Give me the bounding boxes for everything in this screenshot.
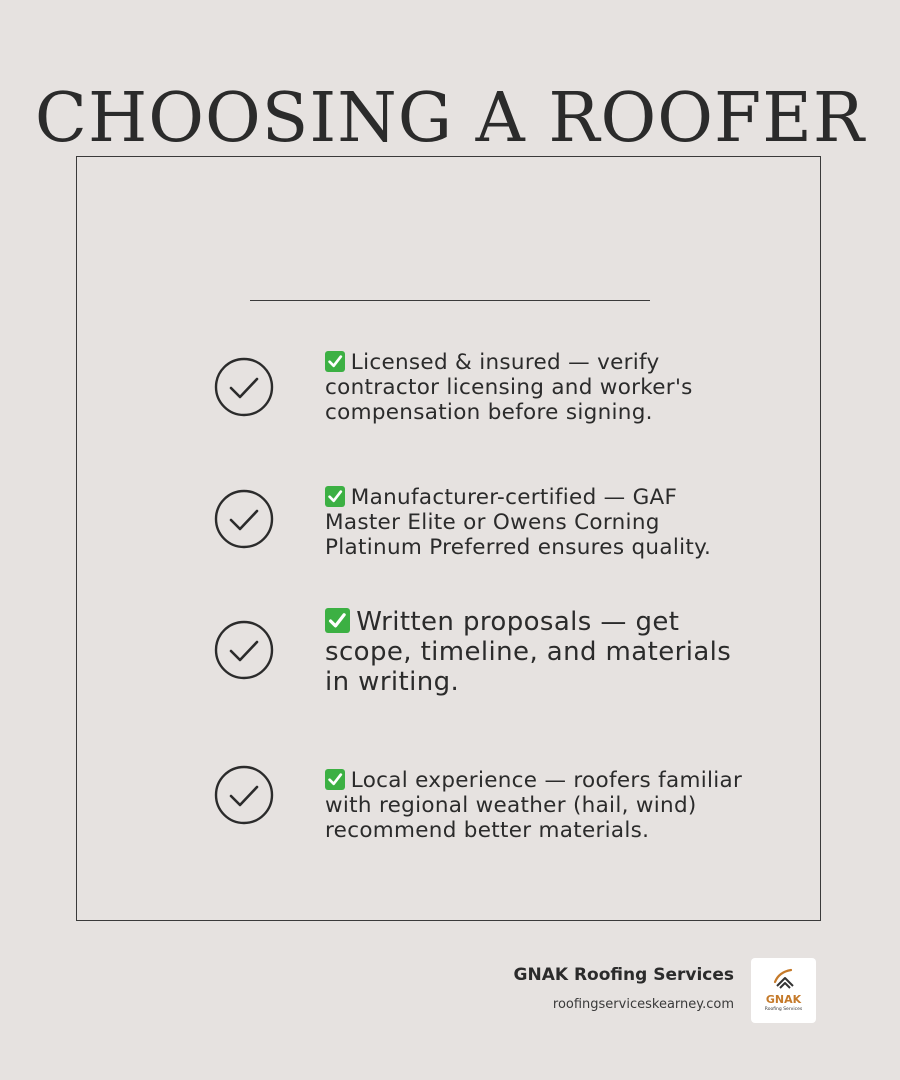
checklist-card [76, 156, 821, 921]
list-item [325, 485, 745, 560]
check-mark-button-icon [325, 608, 350, 633]
logo-subtitle: Roofing Services [764, 1007, 803, 1012]
item-text: Licensed & insured — verify contractor licensing and worker's compensation before signing. [325, 350, 693, 425]
list-item [325, 768, 745, 843]
check-mark-button-icon [325, 351, 345, 371]
page-title: CHOOSING A ROOFER [34, 78, 866, 158]
logo-name: GNAK [765, 993, 802, 1006]
divider [250, 300, 650, 301]
list-item [325, 607, 745, 697]
item-text: Manufacturer-certified — GAF Master Elite or Owens Corning Platinum Preferred ensures quality. [325, 485, 712, 560]
footer-brand-name: GNAK Roofing Services [513, 965, 734, 985]
check-mark-button-icon [325, 769, 345, 789]
footer-url[interactable]: roofingserviceskearney.com [552, 997, 734, 1012]
item-text: Written proposals — get scope, timeline, and materials in writing. [325, 607, 732, 697]
check-circle-icon [214, 489, 274, 549]
check-circle-icon [214, 620, 274, 680]
item-text: Local experience — roofers familiar with regional weather (hail, wind) recommend better materials. [325, 768, 743, 843]
check-circle-icon [214, 357, 274, 417]
list-item [325, 350, 745, 425]
check-mark-button-icon [325, 486, 345, 506]
roof-logo-icon [771, 966, 797, 990]
check-circle-icon [214, 765, 274, 825]
company-logo [751, 958, 816, 1023]
